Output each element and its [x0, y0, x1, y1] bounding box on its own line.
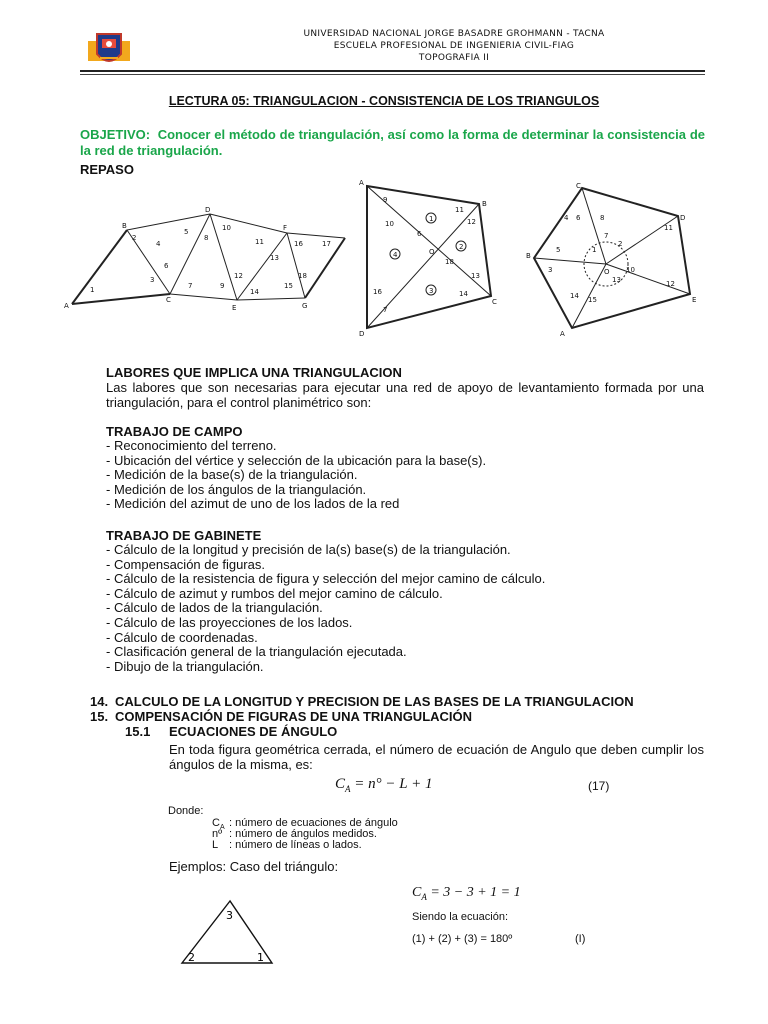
quad-angle-14: 14 [459, 290, 468, 298]
chain-angle-12: 12 [234, 272, 243, 280]
donde-sym-c: C [212, 817, 220, 829]
list-item: - Ubicación del vértice y selección de la ubicación para la base(s). [106, 452, 487, 468]
example-label: Ejemplos: Caso del triángulo: [169, 859, 339, 874]
quad-angle-7: 7 [383, 306, 388, 314]
quad-angle-13: 13 [471, 272, 480, 280]
objective-text: Conocer el método de triangulación, así como la forma de determinar la consistencia de la red de triangulación. [80, 127, 705, 158]
chain-angle-9: 9 [220, 282, 225, 290]
example-formula [412, 885, 521, 902]
objective-label: OBJETIVO: [80, 127, 151, 142]
labores-heading: LABORES QUE IMPLICA UNA TRIANGULACION [106, 365, 402, 380]
objective [80, 127, 705, 159]
list-item: - Medición de los ángulos de la triangulación. [106, 481, 367, 497]
campo-heading: TRABAJO DE CAMPO [106, 424, 243, 439]
poly-angle-6: 6 [576, 214, 581, 222]
poly-angle-14: 14 [570, 292, 579, 300]
list-item: - Cálculo de la resistencia de figura y selección del mejor camino de cálculo. [106, 571, 546, 587]
chain-angle-1: 1 [90, 286, 95, 294]
list-item: - Cálculo de azimut y rumbos del mejor camino de cálculo. [106, 585, 443, 601]
poly-angle-12: 12 [666, 280, 675, 288]
section-15-title: COMPENSACIÓN DE FIGURAS DE UNA TRIANGULACIÓN [115, 709, 473, 724]
example-c: C [412, 885, 422, 900]
quad-angle-9: 9 [383, 196, 388, 204]
poly-angle-4: 4 [564, 214, 569, 222]
chain-angle-16: 16 [294, 240, 303, 248]
list-item: - Clasificación general de la triangulación ejecutada. [106, 644, 407, 660]
chain-vertex-F: F [283, 224, 288, 232]
chain-angle-13: 13 [270, 254, 279, 262]
chain-vertex-E: E [232, 304, 237, 312]
donde-desc-ca: : número de ecuaciones de ángulo [229, 817, 398, 829]
quad-region-1: 1 [429, 215, 434, 223]
donde-desc-n: : número de ángulos medidos. [229, 828, 377, 840]
poly-vertex-E: E [692, 296, 697, 304]
example-equation: (1) + (2) + (3) = 180º [412, 933, 513, 945]
poly-angle-1: 1 [592, 246, 597, 254]
example-siendo: Siendo la ecuación: [412, 911, 509, 923]
header-university: UNIVERSIDAD NACIONAL JORGE BASADRE GROHMANN - TACNA [303, 29, 605, 39]
poly-angle-11: 11 [664, 224, 673, 232]
quad-angle-16: 16 [373, 288, 382, 296]
chain-angle-6: 6 [164, 262, 169, 270]
poly-angle-3: 3 [548, 266, 553, 274]
poly-angle-5: 5 [556, 246, 561, 254]
chain-vertex-B: B [122, 222, 127, 230]
chain-angle-11: 11 [255, 238, 264, 246]
poly-vertex-O: O [604, 268, 610, 276]
poly-angle-2: 2 [618, 240, 623, 248]
formula-c: C [335, 776, 346, 792]
chain-angle-2: 2 [132, 234, 137, 242]
chain-angle-17: 17 [322, 240, 331, 248]
gabinete-heading: TRABAJO DE GABINETE [106, 528, 262, 543]
header-rule [80, 70, 705, 72]
poly-angle-15: 15 [588, 296, 597, 304]
polygon-figure [520, 180, 710, 345]
chain-vertex-D: D [205, 206, 211, 214]
formula-sub: A [345, 784, 351, 794]
tri-angle-2: 2 [188, 951, 195, 964]
donde-label: Donde: [168, 805, 204, 817]
example-equation-number: (I) [575, 933, 586, 945]
poly-vertex-B: B [526, 252, 531, 260]
chain-angle-5: 5 [184, 228, 189, 236]
formula-ca [335, 776, 432, 794]
header-rule-thin [80, 74, 705, 75]
chain-angle-3: 3 [150, 276, 155, 284]
example-sub: A [421, 891, 427, 902]
poly-angle-8: 8 [600, 214, 605, 222]
chain-angle-7: 7 [188, 282, 193, 290]
quadrilateral-figure [355, 178, 505, 338]
section-15-1-title: ECUACIONES DE ÁNGULO [169, 724, 338, 739]
poly-vertex-D: D [680, 214, 686, 222]
list-item: - Dibujo de la triangulación. [106, 658, 264, 674]
chain-angle-8: 8 [204, 234, 209, 242]
poly-angle-7: 7 [604, 232, 609, 240]
chain-vertex-C: C [166, 296, 171, 304]
section-14-number: 14. [90, 694, 109, 709]
quad-vertex-A: A [359, 179, 364, 187]
quad-angle-6: 6 [417, 230, 422, 238]
poly-vertex-A: A [560, 330, 565, 338]
tri-angle-1: 1 [257, 951, 264, 964]
list-item: - Cálculo de lados de la triangulación. [106, 600, 323, 616]
poly-angle-10: 10 [626, 266, 635, 274]
chain-angle-15: 15 [284, 282, 293, 290]
donde-sym-n: nº [212, 828, 223, 840]
list-item: - Cálculo de la longitud y precisión de la(s) base(s) de la triangulación. [106, 542, 511, 557]
header-school: ESCUELA PROFESIONAL DE INGENIERIA CIVIL-FIAG [333, 41, 575, 51]
quad-vertex-B: B [482, 200, 487, 208]
formula-number: (17) [588, 779, 610, 793]
quad-region-3: 3 [429, 287, 434, 295]
list-item: - Medición del azimut de uno de los lados de la red [106, 496, 400, 512]
quad-angle-12: 12 [467, 218, 476, 226]
list-item: - Medición de la base(s) de la triangulación. [106, 467, 358, 483]
list-item: - Compensación de figuras. [106, 556, 265, 572]
header-course: TOPOGRAFIA II [418, 53, 490, 63]
list-item: - Cálculo de las proyecciones de los lados. [106, 614, 353, 630]
repaso-heading: REPASO [80, 162, 134, 177]
quad-region-4: 4 [393, 251, 398, 259]
gabinete-list [106, 543, 706, 674]
example-rest: = 3 − 3 + 1 = 1 [426, 885, 521, 900]
quad-vertex-O: O [429, 248, 435, 256]
example-triangle-figure [172, 895, 292, 975]
quad-region-2: 2 [459, 243, 464, 251]
quad-vertex-D: D [359, 330, 365, 338]
campo-list [106, 439, 706, 512]
list-item: - Reconocimiento del terreno. [106, 438, 277, 453]
section-15-1-number: 15.1 [125, 724, 151, 739]
triangle-chain-figure [62, 200, 352, 320]
section-15-number: 15. [90, 709, 109, 724]
labores-text: Las labores que son necesarias para ejecutar una red de apoyo de levantamiento formada por una triangulación, para el control planimétrico son: [106, 380, 704, 410]
chain-angle-14: 14 [250, 288, 259, 296]
list-item: - Cálculo de coordenadas. [106, 629, 258, 645]
chain-vertex-A: A [64, 302, 69, 310]
section-14-title: CALCULO DE LA LONGITUD Y PRECISION DE LAS BASES DE LA TRIANGULACION [115, 694, 634, 709]
tri-angle-3: 3 [226, 909, 233, 922]
chain-vertex-G: G [302, 302, 308, 310]
donde-sub-a: A [219, 824, 225, 832]
chain-angle-10: 10 [222, 224, 231, 232]
chain-angle-4: 4 [156, 240, 161, 248]
donde-desc-l: : número de líneas o lados. [229, 839, 362, 851]
quad-angle-10: 10 [385, 220, 394, 228]
university-logo [84, 28, 134, 70]
poly-angle-13: 13 [612, 276, 621, 284]
section-15-1-text: En toda figura geométrica cerrada, el número de ecuación de Angulo que deben cumplir los ángulos de la misma, es: [169, 742, 704, 772]
quad-vertex-C: C [492, 298, 497, 306]
donde-sym-l: L [212, 839, 219, 851]
formula-rest: = n° − L + 1 [350, 776, 433, 792]
chain-angle-18: 18 [298, 272, 307, 280]
page-title: LECTURA 05: TRIANGULACION - CONSISTENCIA DE LOS TRIANGULOS [168, 94, 600, 108]
quad-angle-11: 11 [455, 206, 464, 214]
poly-vertex-C: C [576, 182, 581, 190]
quad-angle-18: 18 [445, 258, 454, 266]
